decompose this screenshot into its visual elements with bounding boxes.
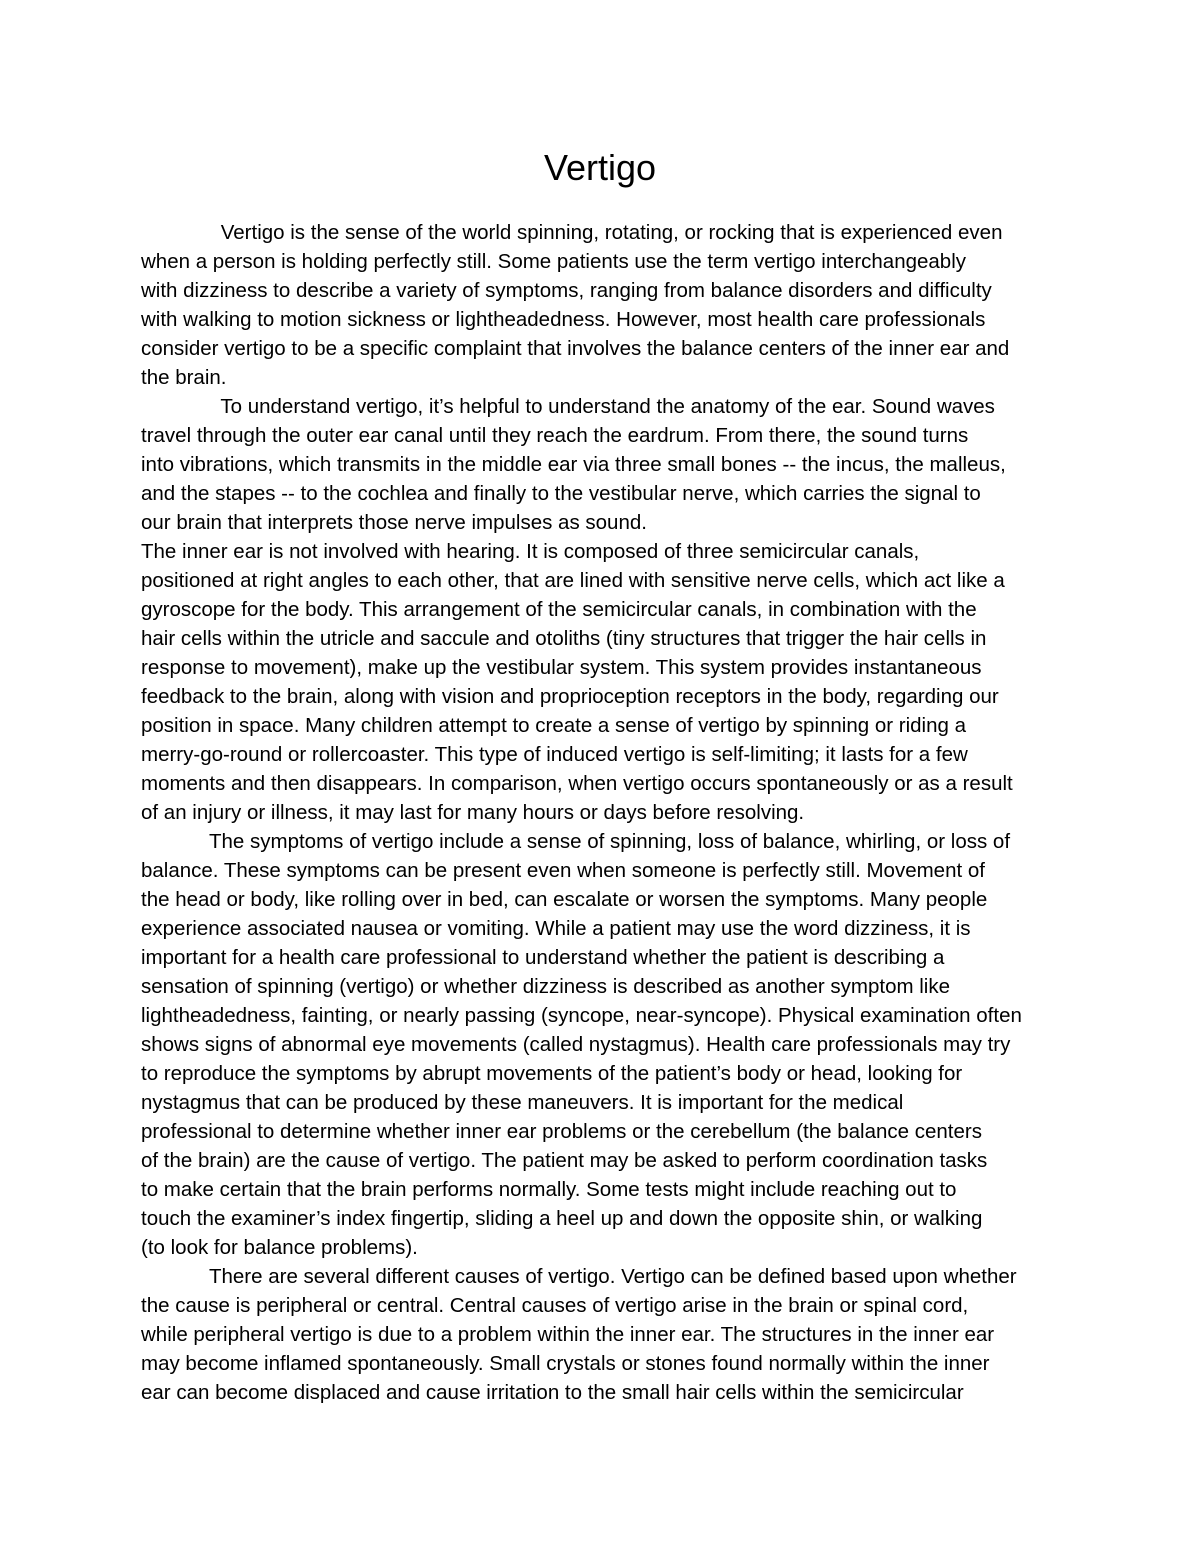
text-line: professional to determine whether inner ear problems or the cerebellum (the balance centers [141,1120,982,1143]
text-line: Vertigo is the sense of the world spinning, rotating, or rocking that is experienced even [141,221,1003,244]
text-line: experience associated nausea or vomiting. While a patient may use the word dizziness, it is [141,917,971,940]
text-line: consider vertigo to be a specific complaint that involves the balance centers of the inner ear and [141,337,1010,360]
text-line: the head or body, like rolling over in bed, can escalate or worsen the symptoms. Many people [141,888,988,911]
text-line: with dizziness to describe a variety of symptoms, ranging from balance disorders and difficulty [141,279,992,302]
text-line: response to movement), make up the vestibular system. This system provides instantaneous [141,656,982,679]
text-line: shows signs of abnormal eye movements (called nystagmus). Health care professionals may try [141,1033,1011,1056]
text-line: gyroscope for the body. This arrangement of the semicircular canals, in combination with the [141,598,977,621]
text-line: There are several different causes of vertigo. Vertigo can be defined based upon whether [141,1265,1017,1288]
text-line: the cause is peripheral or central. Central causes of vertigo arise in the brain or spinal cord, [141,1294,969,1317]
text-line: of the brain) are the cause of vertigo. The patient may be asked to perform coordination tasks [141,1149,988,1172]
document-title: Vertigo [543,147,657,188]
text-line: with walking to motion sickness or lightheadedness. However, most health care professionals [141,308,986,331]
text-line: important for a health care professional to understand whether the patient is describing a [141,946,945,969]
text-line: lightheadedness, fainting, or nearly passing (syncope, near-syncope). Physical examination often [141,1004,1022,1027]
text-line: merry-go-round or rollercoaster. This type of induced vertigo is self-limiting; it lasts for a few [141,743,968,766]
text-line: touch the examiner’s index fingertip, sliding a heel up and down the opposite shin, or walking [141,1207,983,1230]
text-line: while peripheral vertigo is due to a problem within the inner ear. The structures in the inner ear [141,1323,995,1346]
text-line: travel through the outer ear canal until they reach the eardrum. From there, the sound turns [141,424,969,447]
text-line: nystagmus that can be produced by these maneuvers. It is important for the medical [141,1091,904,1114]
text-line: to reproduce the symptoms by abrupt movements of the patient’s body or head, looking for [141,1062,963,1085]
text-line: To understand vertigo, it’s helpful to understand the anatomy of the ear. Sound waves [141,395,995,418]
text-line: into vibrations, which transmits in the middle ear via three small bones -- the incus, the malleus, [141,453,1006,476]
text-line: sensation of spinning (vertigo) or whether dizziness is described as another symptom like [141,975,950,998]
text-line: the brain. [141,366,227,389]
text-line: moments and then disappears. In comparison, when vertigo occurs spontaneously or as a result [141,772,1013,795]
text-line: of an injury or illness, it may last for many hours or days before resolving. [141,801,805,824]
text-line: feedback to the brain, along with vision and proprioception receptors in the body, regarding our [141,685,999,708]
text-line: when a person is holding perfectly still. Some patients use the term vertigo interchangeably [141,250,967,273]
text-line: positioned at right angles to each other, that are lined with sensitive nerve cells, which act like a [141,569,1005,592]
text-line: The symptoms of vertigo include a sense of spinning, loss of balance, whirling, or loss of [141,830,1011,853]
text-line: balance. These symptoms can be present even when someone is perfectly still. Movement of [141,859,985,882]
text-line: ear can become displaced and cause irritation to the small hair cells within the semicircular [141,1381,964,1404]
text-line: position in space. Many children attempt to create a sense of vertigo by spinning or riding a [141,714,967,737]
text-line: to make certain that the brain performs normally. Some tests might include reaching out to [141,1178,957,1201]
document-body [141,218,1071,1407]
text-line: The inner ear is not involved with hearing. It is composed of three semicircular canals, [141,540,920,563]
text-line: and the stapes -- to the cochlea and finally to the vestibular nerve, which carries the signal to [141,482,981,505]
text-line: may become inflamed spontaneously. Small crystals or stones found normally within the inner [141,1352,990,1375]
text-line: (to look for balance problems). [141,1236,418,1259]
text-line: our brain that interprets those nerve impulses as sound. [141,511,647,534]
text-line: hair cells within the utricle and saccule and otoliths (tiny structures that trigger the hair cells in [141,627,987,650]
